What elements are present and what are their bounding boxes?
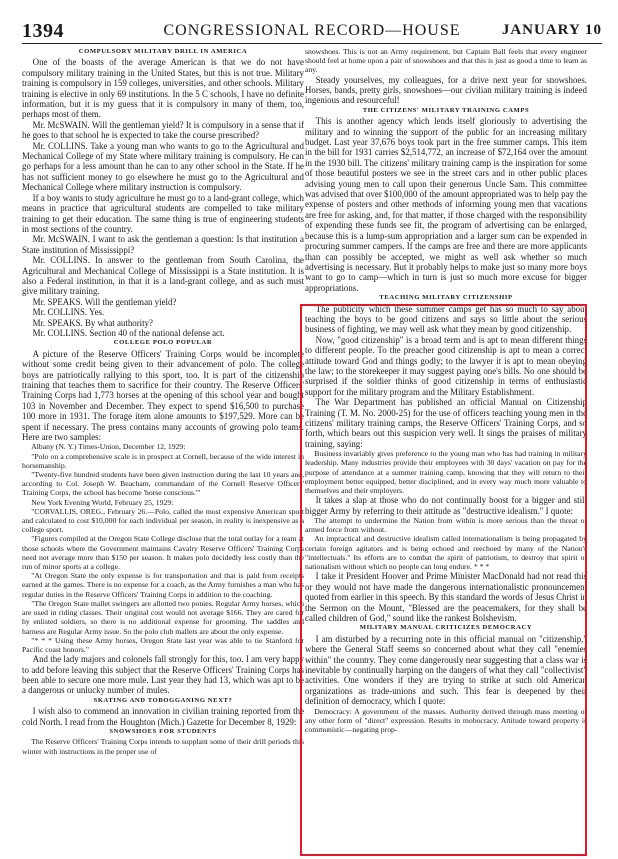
paragraph: Mr. McSWAIN. I want to ask the gentleman a question: Is that institution a State institution of Mississippi? bbox=[22, 234, 304, 255]
paragraph: I take it President Hoover and Prime Minister MacDonald had not read this or they would not have made the dangerous internationalistic pronouncement quoted from earlier in this speech. By this standard the words of Jesus Christ in the Sermon on the Mount, "Blessed are the peacemakers, for they shall be called children of God," sound like the rankest Bolshevism. bbox=[305, 571, 587, 623]
paragraph: Now, "good citizenship" is a broad term and is apt to mean different things to different people. To the preacher good citizenship is apt to mean a correct attitude toward God and things godly; to the lawyer it is apt to mean obeying the law; to the storekeeper it may suggest paying one's bills. No one should be surprised if the soldier thinks of good citizenship in terms of enthusiastic support for the military program and the Military Establishment. bbox=[305, 334, 587, 397]
issue-date: JANUARY 10 bbox=[501, 22, 602, 38]
quoted-text: The attempt to undermine the Nation from within is more serious than the threat of armed force from without. bbox=[305, 516, 587, 535]
quoted-text: "The Oregon State mallet swingers are allotted two ponies. Regular Army horses, which are used in riding classes. Their original cost would not average $166. They are cared for by enlisted soldiers, so there is no additional expense for grooming. The saddles and harness are Regular Army issue. So the polo club mallets are about the only expense. bbox=[22, 598, 304, 636]
section-heading: MILITARY MANUAL CRITICIZES DEMOCRACY bbox=[359, 624, 533, 632]
header-rule bbox=[22, 43, 602, 44]
paragraph: Mr. COLLINS. Section 40 of the national defense act. bbox=[32, 327, 225, 338]
section-heading: TEACHING MILITARY CITIZENSHIP bbox=[379, 294, 513, 302]
paragraph: The War Department has published an official Manual on Citizenship Training (T. M. No. 2000-25) for the use of officers teaching young men in the citizens' military training camps, the Reserve Officers' Training Corps, and so forth, which bears out this suspicion very well. It sings the praises of military training, saying: bbox=[305, 397, 587, 449]
quoted-text: "* * * Using these Army horses, Oregon State last year was able to tie Stanford for Pacific coast honors." bbox=[22, 635, 304, 654]
section-heading: THE CITIZENS' MILITARY TRAINING CAMPS bbox=[362, 106, 530, 114]
paragraph: Mr. McSWAIN. Will the gentleman yield? It is compulsory in a sense that if he goes to that school he is expected to take the course prescribed? bbox=[22, 119, 304, 141]
paragraph: The publicity which these summer camps get has so much to say about teaching the boys to be good citizens and says so little about the serious business of fighting, we may well ask what they mean by good citizenship. bbox=[305, 303, 587, 335]
quoted-text: "At Oregon State the only expense is for transportation and that is paid from receipts earned at the games. There is no expense for a coach, as the Army furnishes a man who has regular duties in the Reserve Officers' Training Corps in addition to the coaching. bbox=[22, 571, 304, 599]
page-number: 1394 bbox=[22, 20, 64, 42]
paragraph: Mr. SPEAKS. Will the gentleman yield? bbox=[32, 296, 177, 307]
paragraph: Mr. COLLINS. In answer to the gentleman from South Carolina, the Agricultural and Mechanical College of Mississippi is a State institution. It is also a Federal institution, in that it is a land-grant college, and as such must give military training. bbox=[22, 255, 304, 297]
paragraph: Steady yourselves, my colleagues, for a drive next year for snowshoes. Horses, bands, pretty girls, snowshoes—our civilian military training is indeed ingenious and resourceful! bbox=[305, 74, 587, 106]
paragraph: I am disturbed by a recurring note in this official manual on "citizenship," where the General Staff seems so concerned about what they call "enemies within" the country. They come dangerously near suggesting that a class war is inevitable by continually harping on the dangers of what they call "collectivist" activities. One wonders if they are trying to strike at such old American organizations as trade-unions and such. This fear is deepened by their definition of democracy, which I quote: bbox=[305, 633, 587, 707]
section-heading: COMPULSORY MILITARY DRILL IN AMERICA bbox=[78, 48, 248, 55]
right-column bbox=[305, 47, 587, 851]
paragraph: If a boy wants to study agriculture he must go to a land-grant college, which means in practice that agricultural students are compelled to take military training to get their education. The same thing is true of engineering students in most sections of the country. bbox=[22, 192, 304, 234]
quoted-text: "Twenty-five hundred students have been given instruction during the last 10 years and, according to Col. Joseph W. Beacham, commandant of the Cornell Reserve Officers' Training Corps, the school has become 'horse conscious.'" bbox=[22, 470, 304, 498]
paragraph: It takes a slap at those who do not continually boost for a bigger and still bigger Army by referring to their attitude as "destructive idealism." I quote: bbox=[305, 495, 587, 516]
section-heading: SNOWSHOES FOR STUDENTS bbox=[109, 727, 217, 735]
quote-source: Albany (N. Y.) Times-Union, December 12, 1929: bbox=[31, 442, 186, 452]
quoted-text: An impractical and destructive idealism called internationalism is being propagated by certain foreign agitators and is being echoed and reechoed by many of the Nation's "intellectuals." Its efforts are to combat the spirit of patriotism, to destroy that spirit of nationalism without which no people can long endure. * * * bbox=[305, 534, 587, 572]
paragraph: Mr. SPEAKS. By what authority? bbox=[32, 317, 153, 328]
quote-source: New York Evening World, February 25, 1929: bbox=[31, 497, 174, 507]
publication-title: CONGRESSIONAL RECORD—HOUSE bbox=[163, 22, 461, 39]
section-heading: SKATING AND TOBOGGANING NEXT? bbox=[93, 696, 233, 704]
quoted-text: snowshoes. This is not an Army requirement, but Captain Ball feels that every engineer should feel at home upon a pair of snowshoes and that this is just as good a time to learn as any. bbox=[305, 47, 587, 75]
paragraph: I wish also to commend an innovation in civilian training reported from the cold North. I read from the Houghton (Mich.) Gazette for December 8, 1929: bbox=[22, 706, 304, 727]
quoted-text: Business invariably gives preference to the young man who has had training in military leadership. Many industries provide their employees with 30 days' vacation on pay for the purpose of attendance at a summer training camp, knowing that they will return to their employment better equipped, better disciplined, and in every way much more valuable to themselves and their employers. bbox=[305, 449, 587, 496]
paragraph: A picture of the Reserve Officers' Training Corps would be incomplete without some credit being given to their advancement of polo. The college boys are patriotically rallying to this sport, too. It is part of the citizenship training that teaches them to sacrifice for their country. The Reserve Officers' Training Corps had 1,773 horses at the opening of this school year and bought 103 in November and December. They expect to spend $16,500 to purchase 100 more in 1931. The forage item alone amounts to $197,529. More can be spent if necessary. The press contains many accounts of growing polo teams. Here are two samples: bbox=[22, 348, 304, 443]
quoted-text: "Polo on a comprehensive scale is in prospect at Cornell, because of the wide interest in horsemanship. bbox=[22, 451, 304, 470]
paragraph: One of the boasts of the average American is that we do not have compulsory military training in the United States, but this is not true. Military training is compulsory in 159 colleges, universities, and other schools. Military training is elective in only 69 institutions. In the 5 C schools, I have no definite information, but it is my guess that it is compulsory in many of them, too, perhaps most of them. bbox=[22, 57, 304, 120]
paragraph: This is another agency which lends itself gloriously to advertising the military and to winning the support of the public for an increasing military budget. Last year 37,676 boys took part in the free summer camps. This item in the bill for 1931 carries $2,514,772, an increase of $72,164 over the amount in the 1930 bill. The citizens' military training camp is the inspiration for some of those beautiful posters we see in the street cars and in other public places advising young men to call upon their generous Uncle Sam. This committee was advised that over $100,000 of the amount appropriated was to help pay the expense of posters and other methods of informing young men that vacations are free for asking, and, for that matter, if those charged with the responsibility of expending these funds see fit, the program of advertising can be enlarged, because this is a lump-sum appropriation and a larger sum can be expended in procuring summer campers. If the camps are free and there are more applicants than can possibly be accepted, we might as well ask whether so much advertising is necessary. But it probably helps to make just so many more boys want to go to camp—which in turn is just so much more excuse for bigger appropriations. bbox=[305, 116, 587, 293]
quoted-text: Democracy: A government of the masses. Authority derived through mass meeting or any other form of "direct" expression. Results in mobocracy. Attitude toward property is communistic—negating prop- bbox=[305, 706, 587, 734]
section-heading: COLLEGE POLO POPULAR bbox=[113, 339, 213, 347]
left-column bbox=[22, 47, 304, 851]
quoted-text: "Figures compiled at the Oregon State College disclose that the total outlay for a team at those schools where the Government maintains Cavalry Reserve Officers' Training Corps need not average more than $150 per season. It makes polo decidedly less costly than the run of minor sports at a college. bbox=[22, 534, 304, 572]
quoted-text: "CORVALLIS, OREG., February 26.—Polo, called the most expensive American sport and calculated to cost $10,000 for each individual per season, in reality is inexpensive as a college sport. bbox=[22, 506, 304, 535]
paragraph: Mr. COLLINS. Take a young man who wants to go to the Agricultural and Mechanical College of my State where military training is compulsory. He can go perhaps for a less amount than he can to any other school in the State. If he has not sufficient money to go elsewhere he must go to the Agricultural and Mechanical College where military instruction is compulsory. bbox=[22, 140, 304, 193]
paragraph: And the lady majors and colonels fall strongly for this, too. I am very happy to add before leaving this subject that the Reserve Officers' Training Corps has been able to secure one more mule. Last year they had 13, which was apt to be a dangerous or unlucky number of mules. bbox=[22, 654, 304, 696]
quoted-text: The Reserve Officers' Training Corps intends to supplant some of their drill periods this winter with instructions in the proper use of bbox=[22, 737, 304, 756]
paragraph: Mr. COLLINS. Yes. bbox=[32, 307, 105, 318]
